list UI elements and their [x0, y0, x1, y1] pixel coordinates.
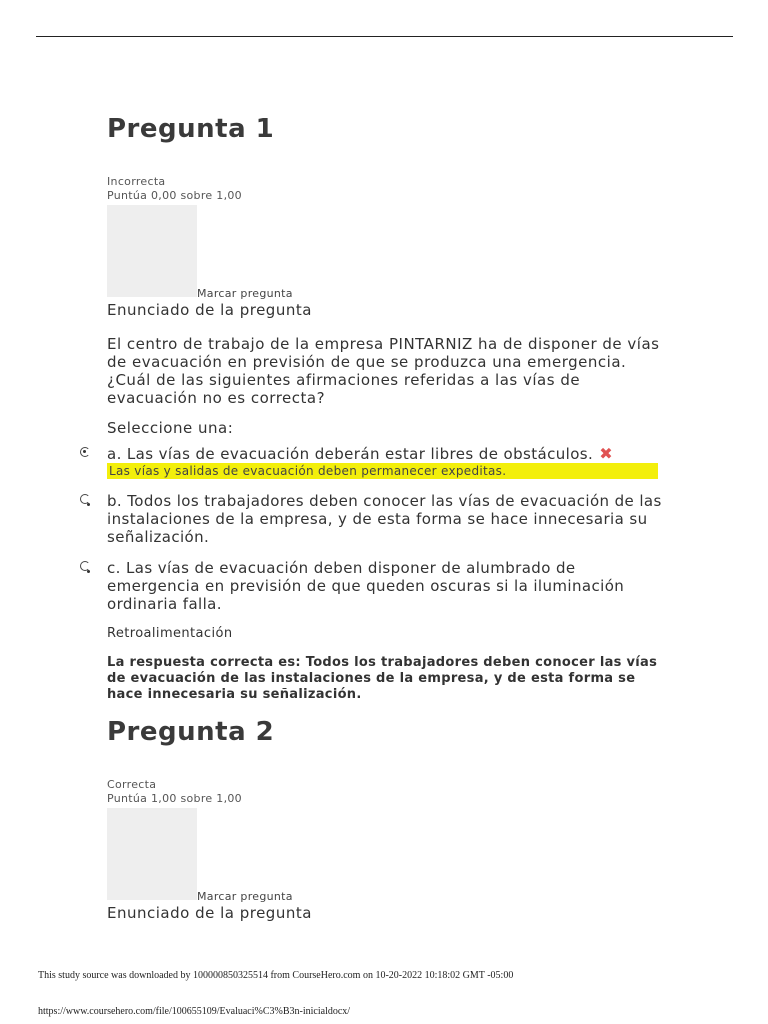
- radio-dot-icon: [87, 570, 90, 573]
- question-state: Correcta: [107, 778, 157, 791]
- answer-text: c. Las vías de evacuación deben disponer de alumbrado de emergencia en previsión de que queden oscuras si la iluminación ordinaria falla.: [107, 559, 625, 613]
- answer-specific-feedback: Las vías y salidas de evacuación deben permanecer expeditas.: [107, 463, 658, 479]
- question-2: [107, 717, 667, 922]
- top-divider: [36, 36, 733, 37]
- question-state: Incorrecta: [107, 175, 166, 188]
- answer-option-a[interactable]: [107, 445, 667, 463]
- flag-icon[interactable]: [107, 205, 197, 297]
- incorrect-icon: ✖: [599, 444, 613, 463]
- question-statement-heading: Enunciado de la pregunta: [107, 904, 312, 922]
- flag-question-area[interactable]: [107, 205, 667, 301]
- flag-question-link[interactable]: Marcar pregunta: [197, 890, 293, 903]
- question-grade: Puntúa 0,00 sobre 1,00: [107, 189, 242, 202]
- question-grade: Puntúa 1,00 sobre 1,00: [107, 792, 242, 805]
- flag-icon[interactable]: [107, 808, 197, 900]
- question-title: Pregunta 1: [107, 114, 275, 144]
- question-text: El centro de trabajo de la empresa PINTARNIZ ha de disponer de vías de evacuación en previsión de que se produzca una emergencia. ¿Cuál de las siguientes afirmaciones referidas a las vías de evacuación no es correcta?: [107, 335, 660, 407]
- source-url[interactable]: https://www.coursehero.com/file/100655109/Evaluaci%C3%B3n-inicialdocx/: [38, 1006, 351, 1017]
- right-answer: La respuesta correcta es: Todos los trabajadores deben conocer las vías de evacuación de las instalaciones de la empresa, y de esta forma se hace innecesaria su señalización.: [107, 655, 658, 702]
- answer-option-b[interactable]: [107, 492, 667, 546]
- answer-text: b. Todos los trabajadores deben conocer las vías de evacuación de las instalaciones de la empresa, y de esta forma se hace innecesaria su señalización.: [107, 492, 662, 546]
- download-source-note: This study source was downloaded by 100000850325514 from CourseHero.com on 10-20-2022 10:18:02 GMT -05:00: [38, 970, 514, 981]
- question-statement-heading: Enunciado de la pregunta: [107, 301, 312, 319]
- flag-question-link[interactable]: Marcar pregunta: [197, 287, 293, 300]
- answer-prompt: Seleccione una:: [107, 419, 234, 437]
- radio-selected-icon[interactable]: [80, 447, 90, 457]
- radio-dot-icon: [87, 503, 90, 506]
- feedback-heading: Retroalimentación: [107, 626, 233, 641]
- question-title: Pregunta 2: [107, 717, 275, 747]
- flag-question-area[interactable]: [107, 808, 667, 904]
- question-1: [107, 114, 667, 703]
- answer-option-c[interactable]: [107, 559, 667, 613]
- answer-text: a. Las vías de evacuación deberán estar libres de obstáculos.: [107, 445, 594, 463]
